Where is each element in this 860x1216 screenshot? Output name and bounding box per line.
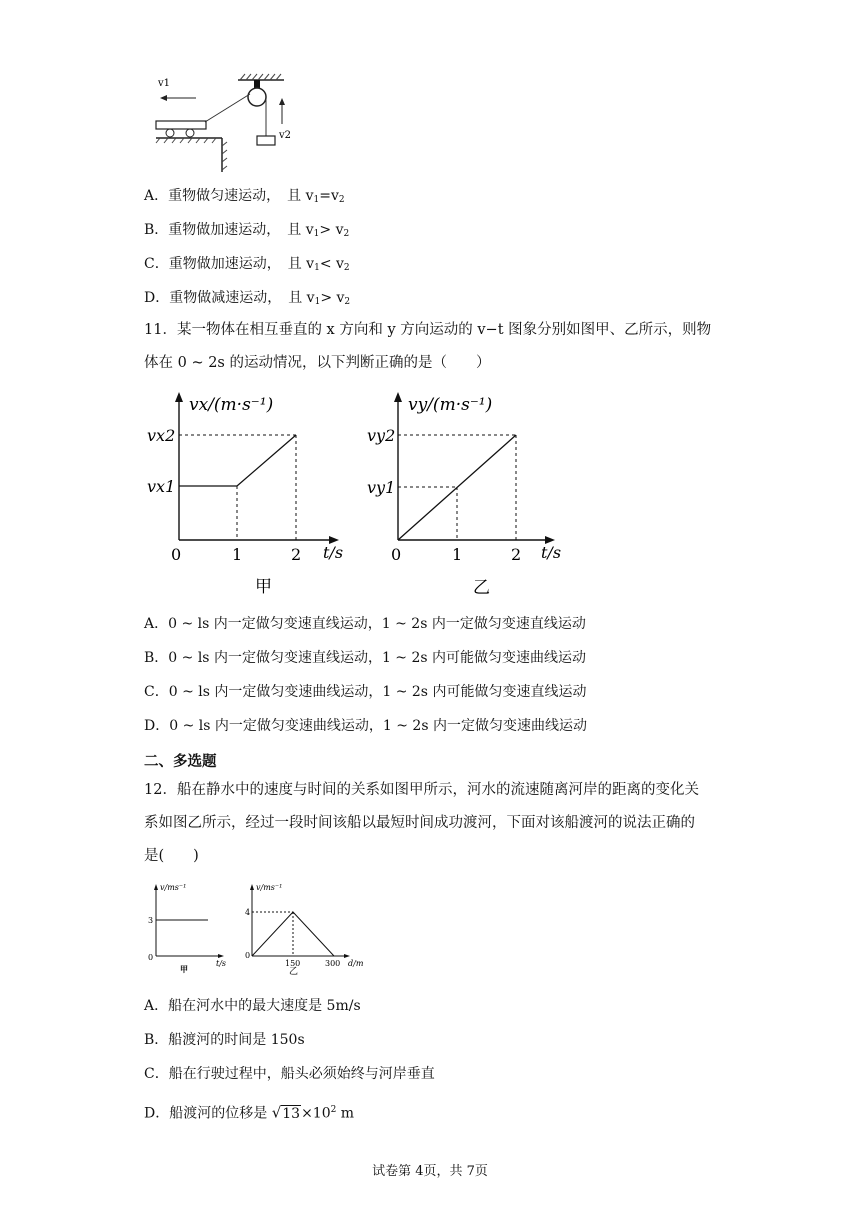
svg-text:0: 0 (148, 953, 154, 962)
tick-0a: 0 (171, 545, 182, 564)
svg-text:300: 300 (325, 959, 341, 968)
tick-0b: 0 (391, 545, 402, 564)
tick-2a: 2 (291, 545, 302, 564)
svg-text:v/ms⁻¹: v/ms⁻¹ (256, 883, 283, 892)
page-footer: 试卷第 4页，共 7页 (372, 1164, 488, 1179)
q12-option-c: C．船在行驶过程中，船头必须始终与河岸垂直 (144, 1066, 435, 1082)
graph-boat-speed (148, 883, 226, 974)
q10-option-c: C．重物做加速运动， 且 $v_1< v_2$ (144, 256, 350, 273)
graph-vy (367, 392, 561, 598)
caption-yi: 乙 (473, 578, 490, 598)
graph-vx-xlabel: t/s (323, 543, 344, 562)
q11-option-a: A．0 ~ ls 内一定做匀变速直线运动，1 ~ 2s 内一定做匀变速直线运动 (144, 616, 586, 632)
q10-option-a: A．重物做匀速运动， 且 $v_1=v_2$ (144, 188, 345, 205)
graph-vx (147, 392, 343, 597)
q11-option-c: C．0 ~ ls 内一定做匀变速曲线运动，1 ~ 2s 内可能做匀变速直线运动 (144, 684, 587, 700)
tick-vy1: vy1 (367, 478, 396, 497)
q12-option-d: D．船渡河的位移是 $√13\times 10^2$ m (144, 1103, 355, 1122)
svg-text:甲: 甲 (180, 964, 188, 974)
q11-option-b: B．0 ~ ls 内一定做匀变速直线运动，1 ~ 2s 内可能做匀变速曲线运动 (144, 650, 587, 666)
q12-option-a: A．船在河水中的最大速度是 5m/s (144, 998, 361, 1014)
graph-vy-ylabel: vy/(m·s⁻¹) (408, 395, 493, 415)
q12-option-b: B．船渡河的时间是 150s (144, 1032, 305, 1048)
svg-text:乙: 乙 (289, 967, 299, 975)
tick-1a: 1 (232, 545, 243, 564)
svg-text:t/s: t/s (216, 959, 227, 968)
q11-stem: 11．某一物体在相互垂直的 x 方向和 y 方向运动的 v−t 图象分别如图甲、乙所示，则物 体在 0 ~ 2s 的运动情况，以下判断正确的是（ ） (144, 322, 712, 371)
svg-text:0: 0 (245, 951, 251, 960)
svg-text:d/m: d/m (348, 959, 364, 968)
tick-2b: 2 (511, 545, 522, 564)
tick-1b: 1 (452, 545, 463, 564)
svg-text:150: 150 (285, 959, 301, 968)
q12-graphs (142, 880, 382, 975)
q11-graphs (145, 390, 585, 600)
graph-river-speed (245, 883, 364, 975)
svg-text:v/ms⁻¹: v/ms⁻¹ (160, 883, 187, 892)
caption-jia: 甲 (255, 577, 272, 597)
q10-option-d: D．重物做减速运动， 且 $v_1> v_2$ (144, 290, 351, 307)
v2-label: v2 (279, 130, 292, 141)
tick-vx1: vx1 (147, 477, 176, 496)
tick-vy2: vy2 (367, 426, 396, 445)
graph-vx-ylabel: vx/(m·s⁻¹) (189, 395, 274, 415)
v1-label: v1 (158, 78, 171, 89)
q11-option-d: D．0 ~ ls 内一定做匀变速曲线运动，1 ~ 2s 内一定做匀变速曲线运动 (144, 718, 587, 734)
graph-vy-xlabel: t/s (541, 543, 562, 562)
svg-text:3: 3 (148, 916, 154, 925)
q12-stem: 12．船在静水中的速度与时间的关系如图甲所示，河水的流速随离河岸的距离的变化关 系如图乙所示，经过一段时间该船以最短时间成功渡河，下面对该船渡河的说法正确的 是( ) (144, 782, 699, 864)
pulley-figure (150, 72, 300, 177)
tick-vx2: vx2 (147, 426, 176, 445)
q10-option-b: B．重物做加速运动， 且 $v_1> v_2$ (144, 222, 350, 239)
svg-text:4: 4 (245, 908, 251, 917)
section-heading: 二、多选题 (144, 753, 217, 770)
